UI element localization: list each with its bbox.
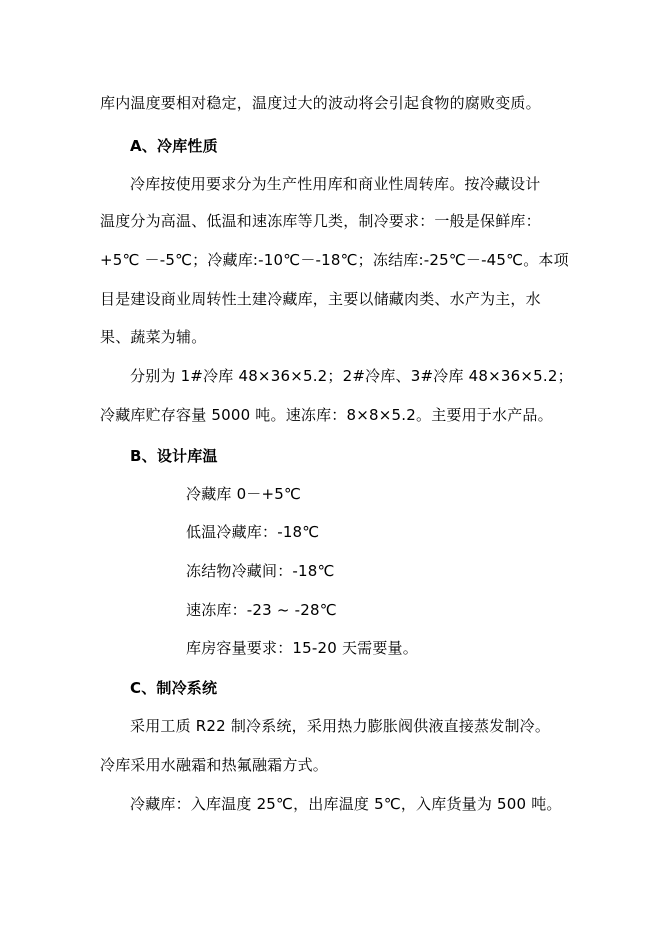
section-heading-c: C、制冷系统 (130, 679, 218, 697)
section-heading-a: A、冷库性质 (130, 137, 218, 155)
paragraph-line: 采用工质 R22 制冷系统，采用热力膨胀阀供液直接蒸发制冷。 (130, 717, 551, 735)
list-item: 低温冷藏库：-18℃ (186, 523, 320, 541)
paragraph-line: 冷藏库贮存容量 5000 吨。速冻库：8×8×5.2。主要用于水产品。 (100, 406, 553, 424)
paragraph-line: 果、蔬菜为辅。 (100, 328, 207, 346)
list-item: 速冻库：-23 ~ -28℃ (186, 601, 337, 619)
paragraph-line: 冷库采用水融霜和热氟融霜方式。 (100, 756, 329, 774)
paragraph-line: 冷藏库：入库温度 25℃，出库温度 5℃，入库货量为 500 吨。 (130, 795, 562, 813)
section-heading-b: B、设计库温 (130, 447, 218, 465)
paragraph-line: 目是建设商业周转性土建冷藏库，主要以储藏肉类、水产为主，水 (100, 290, 541, 308)
paragraph-line: 冷库按使用要求分为生产性用库和商业性周转库。按冷藏设计 (130, 175, 541, 193)
paragraph-line: 温度分为高温、低温和速冻库等几类，制冷要求：一般是保鲜库： (100, 212, 541, 230)
paragraph-line: +5℃ －-5℃；冷藏库:-10℃－-18℃；冻结库:-25℃－-45℃。本项 (100, 251, 569, 269)
list-item: 冷藏库 0－+5℃ (186, 485, 302, 503)
paragraph-line: 分别为 1#冷库 48×36×5.2；2#冷库、3#冷库 48×36×5.2； (130, 367, 573, 385)
list-item: 库房容量要求：15-20 天需要量。 (186, 639, 418, 657)
paragraph-line: 库内温度要相对稳定，温度过大的波动将会引起食物的腐败变质。 (100, 94, 541, 112)
list-item: 冻结物冷藏间：-18℃ (186, 562, 335, 580)
